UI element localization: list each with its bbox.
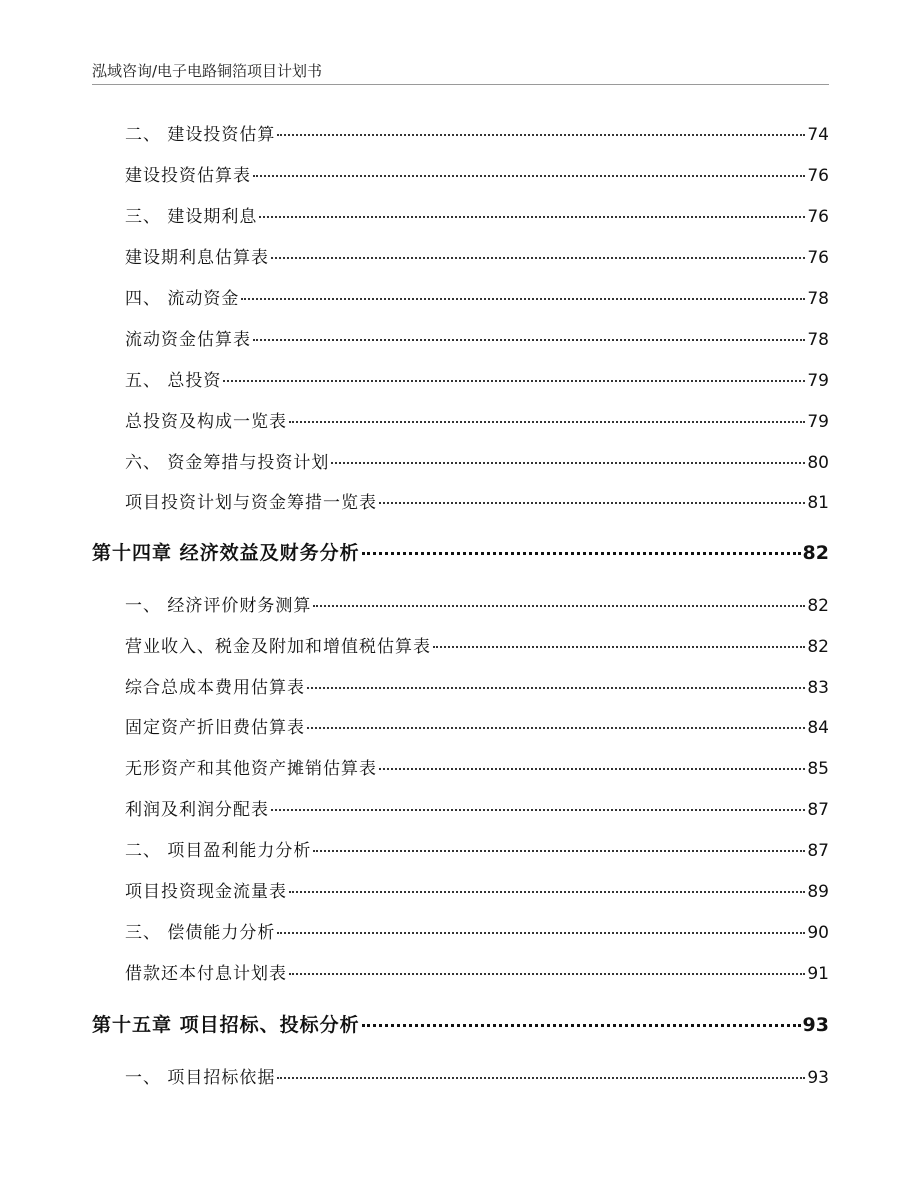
toc-entry[interactable]: [125, 880, 829, 904]
toc-entry-page: 82: [807, 596, 829, 616]
toc-entry-label: 五、 总投资: [125, 371, 222, 391]
toc-entry[interactable]: [125, 676, 829, 700]
toc-entry[interactable]: [125, 491, 829, 515]
toc-entry[interactable]: [125, 164, 829, 188]
dot-leader: [433, 646, 805, 648]
toc-entry-page: 76: [807, 166, 829, 186]
toc-entry-label: 三、 建设期利息: [125, 207, 258, 227]
toc-entry[interactable]: [125, 921, 829, 945]
toc-entry-label: 第十五章 项目招标、投标分析: [92, 1014, 360, 1036]
toc-entry-label: 建设期利息估算表: [125, 248, 269, 268]
toc-entry-page: 80: [807, 453, 829, 473]
dot-leader: [223, 380, 805, 382]
toc-entry-page: 91: [807, 964, 829, 984]
toc-entry-page: 79: [807, 412, 829, 432]
toc-entry-page: 83: [807, 678, 829, 698]
toc-entry[interactable]: [125, 1066, 829, 1090]
toc-entry[interactable]: [125, 205, 829, 229]
toc-entry-label: 营业收入、税金及附加和增值税估算表: [125, 637, 431, 657]
toc-entry-label: 六、 资金筹措与投资计划: [125, 453, 330, 473]
toc-entry-label: 项目投资现金流量表: [125, 882, 287, 902]
toc-entry-label: 总投资及构成一览表: [125, 412, 287, 432]
toc-entry[interactable]: [125, 594, 829, 618]
dot-leader: [289, 891, 805, 893]
running-header: 泓域咨询/电子电路铜箔项目计划书: [92, 62, 323, 80]
toc-entry[interactable]: [125, 962, 829, 986]
toc-entry-label: 利润及利润分配表: [125, 800, 269, 820]
dot-leader: [379, 768, 805, 770]
dot-leader: [307, 727, 805, 729]
toc-entry[interactable]: [125, 123, 829, 147]
toc-entry-page: 87: [807, 841, 829, 861]
toc-entry-page: 79: [807, 371, 829, 391]
dot-leader: [307, 687, 805, 689]
toc-entry-label: 二、 项目盈利能力分析: [125, 841, 312, 861]
toc-entry-label: 一、 经济评价财务测算: [125, 596, 312, 616]
dot-leader: [241, 298, 805, 300]
toc-entry-page: 93: [807, 1068, 829, 1088]
dot-leader: [331, 462, 805, 464]
toc-entry[interactable]: [125, 287, 829, 311]
toc-entry-page: 90: [807, 923, 829, 943]
dot-leader: [277, 932, 805, 934]
toc-entry-label: 第十四章 经济效益及财务分析: [92, 542, 360, 564]
dot-leader: [362, 1024, 801, 1027]
toc-entry-page: 89: [807, 882, 829, 902]
toc-entry[interactable]: [125, 369, 829, 393]
toc-entry-page: 85: [807, 759, 829, 779]
dot-leader: [289, 421, 805, 423]
toc-entry[interactable]: [125, 635, 829, 659]
dot-leader: [313, 850, 805, 852]
dot-leader: [271, 257, 805, 259]
toc-entry-page: 84: [807, 718, 829, 738]
toc-entry-page: 81: [807, 493, 829, 513]
toc-entry-label: 综合总成本费用估算表: [125, 678, 305, 698]
dot-leader: [277, 134, 805, 136]
dot-leader: [253, 175, 805, 177]
toc-entry[interactable]: [125, 246, 829, 270]
toc-entry[interactable]: [125, 798, 829, 822]
dot-leader: [271, 809, 805, 811]
toc-entry-label: 三、 偿债能力分析: [125, 923, 276, 943]
toc-entry-page: 82: [802, 542, 829, 564]
toc-entry[interactable]: [125, 451, 829, 475]
toc-entry-page: 93: [802, 1014, 829, 1036]
toc-entry-page: 76: [807, 248, 829, 268]
toc-entry[interactable]: [125, 410, 829, 434]
toc-entry[interactable]: [125, 328, 829, 352]
dot-leader: [362, 552, 801, 555]
dot-leader: [277, 1077, 805, 1079]
toc-entry-page: 87: [807, 800, 829, 820]
toc-entry-label: 无形资产和其他资产摊销估算表: [125, 759, 377, 779]
toc-chapter-entry[interactable]: [92, 1013, 829, 1037]
toc-entry-label: 项目投资计划与资金筹措一览表: [125, 493, 377, 513]
toc-entry-label: 二、 建设投资估算: [125, 125, 276, 145]
toc-entry[interactable]: [125, 839, 829, 863]
toc-entry[interactable]: [125, 716, 829, 740]
dot-leader: [379, 502, 805, 504]
toc-chapter-entry[interactable]: [92, 541, 829, 565]
toc-entry-label: 四、 流动资金: [125, 289, 240, 309]
toc-entry-page: 78: [807, 330, 829, 350]
toc-entry-label: 建设投资估算表: [125, 166, 251, 186]
toc-entry-label: 一、 项目招标依据: [125, 1068, 276, 1088]
toc-entry-label: 固定资产折旧费估算表: [125, 718, 305, 738]
dot-leader: [259, 216, 805, 218]
toc-entry-page: 74: [807, 125, 829, 145]
toc-entry-label: 借款还本付息计划表: [125, 964, 287, 984]
dot-leader: [253, 339, 805, 341]
toc-entry-page: 82: [807, 637, 829, 657]
dot-leader: [313, 605, 805, 607]
toc-entry-page: 78: [807, 289, 829, 309]
toc-entry-label: 流动资金估算表: [125, 330, 251, 350]
dot-leader: [289, 973, 805, 975]
toc-entry[interactable]: [125, 757, 829, 781]
toc-entry-page: 76: [807, 207, 829, 227]
